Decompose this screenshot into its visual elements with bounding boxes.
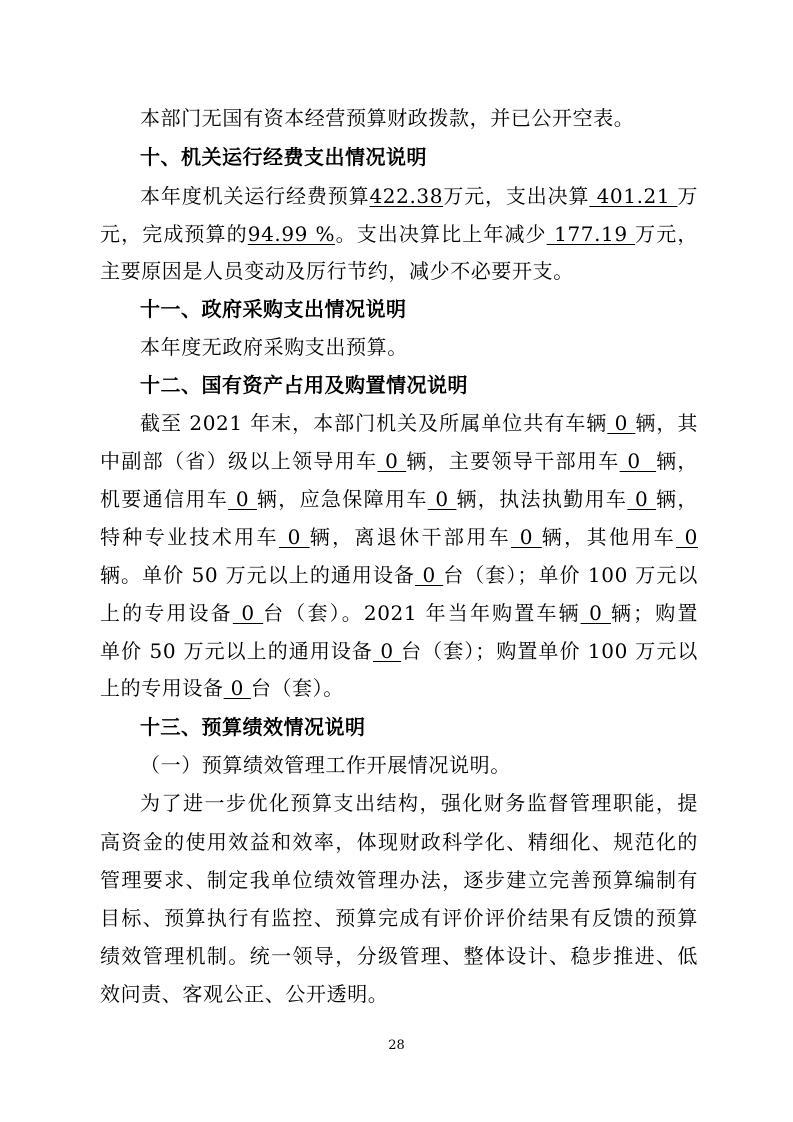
s12-l3d: 辆， [656,487,698,511]
leader-cars: 0 [377,449,407,473]
s12-l8a: 上的专用设备 [100,676,224,700]
completion-rate: 94.99 % [247,222,336,246]
equipment-50: 0 [415,563,444,587]
s12-line-3 [100,486,698,512]
s12-l1b: 辆，其 [635,411,698,435]
emergency-cars: 0 [427,487,457,511]
s12-l6c: 辆；购置 [610,601,698,625]
s10-l2c: 万元， [635,222,698,246]
s12-l6a: 上的专用设备 [100,601,233,625]
s12-l7a: 单价 50 万元以上的通用设备 [100,639,373,663]
s12-l1a: 截至 2021 年末，本部门机关及所属单位共有车辆 [140,411,608,435]
s12-l2a: 中副部（省）级以上领导用车 [100,449,378,473]
s10-line-3: 主要原因是人员变动及厉行节约，减少不必要开支。 [100,259,574,283]
s13-para-line: 目标、预算执行有监控、预算完成有评价评价结果有反馈的预算 [100,906,698,930]
bought-equipment-100: 0 [223,676,251,700]
paragraph-state-capital-note: 本部门无国有资本经营预算财政拨款，并已公开空表。 [140,106,635,130]
s10-l1c: 万 [677,184,699,208]
s12-line-4 [100,524,698,550]
section-10-heading: 十、机关运行经费支出情况说明 [140,145,427,169]
s10-l2b: 。支出决算比上年减少 [335,222,547,246]
total-vehicles: 0 [607,411,636,435]
s11-text: 本年度无政府采购支出预算。 [140,335,408,359]
comm-cars: 0 [228,487,257,511]
s12-l8b: 台（套）。 [250,676,344,700]
equipment-100: 0 [232,601,264,625]
s12-line-6 [100,600,698,626]
s10-line-2 [100,221,698,247]
special-cars: 0 [278,525,310,549]
s12-line-1 [140,410,698,436]
section-13-heading: 十三、预算绩效情况说明 [140,715,366,739]
decrease-amount: 177.19 [546,222,636,246]
page-number: 28 [388,1038,405,1053]
s12-line-2 [100,448,698,474]
s12-l6b: 台（套）。2021 年当年购置车辆 [263,601,581,625]
bought-equipment-50: 0 [372,639,402,663]
s12-l3b: 辆，应急保障用车 [256,487,428,511]
main-leader-cars: 0 [619,449,657,473]
bought-cars: 0 [580,601,611,625]
s12-l4a: 特种专业技术用车 [100,525,279,549]
s13-para-line: 为了进一步优化预算支出结构，强化财务监督管理职能，提 [140,791,698,815]
s10-line-1 [140,183,698,209]
s13-subheading-1: （一）预算绩效管理工作开展情况说明。 [140,753,511,777]
s12-l2c: 辆， [656,449,699,473]
s10-l1a: 本年度机关运行经费预算 [140,184,370,208]
s12-l4b: 辆，离退休干部用车 [309,525,511,549]
s12-l3a: 机要通信用车 [100,487,229,511]
actual-amount: 401.21 [589,184,678,208]
s12-line-5 [100,562,698,588]
law-enforcement-cars: 0 [627,487,657,511]
other-cars: 0 [675,525,698,549]
s10-l2a: 元，完成预算的 [100,222,248,246]
s12-l4c: 辆，其他用车 [541,525,676,549]
s12-l3c: 辆，执法执勤用车 [456,487,628,511]
section-12-heading: 十二、国有资产占用及购置情况说明 [140,373,468,397]
retired-cars: 0 [510,525,542,549]
s12-line-7 [100,638,698,664]
s10-l1b: 万元，支出决算 [443,184,590,208]
section-11-heading: 十一、政府采购支出情况说明 [140,297,407,321]
s12-l5b: 台（套）；单价 100 万元以 [443,563,698,587]
s12-l5a: 辆。单价 50 万元以上的通用设备 [100,563,416,587]
s12-line-8 [100,675,698,701]
budget-amount: 422.38 [369,184,444,208]
s12-l7b: 台（套）；购置单价 100 万元以 [401,639,698,663]
s13-para-line: 高资金的使用效益和效率，体现财政科学化、精细化、规范化的 [100,830,698,854]
s12-l2b: 辆，主要领导干部用车 [406,449,620,473]
s13-para-line: 管理要求、制定我单位绩效管理办法，逐步建立完善预算编制有 [100,868,698,892]
s13-para-line: 效问责、客观公正、公开透明。 [100,982,389,1006]
s13-para-line: 绩效管理机制。统一领导，分级管理、整体设计、稳步推进、低 [100,944,698,968]
